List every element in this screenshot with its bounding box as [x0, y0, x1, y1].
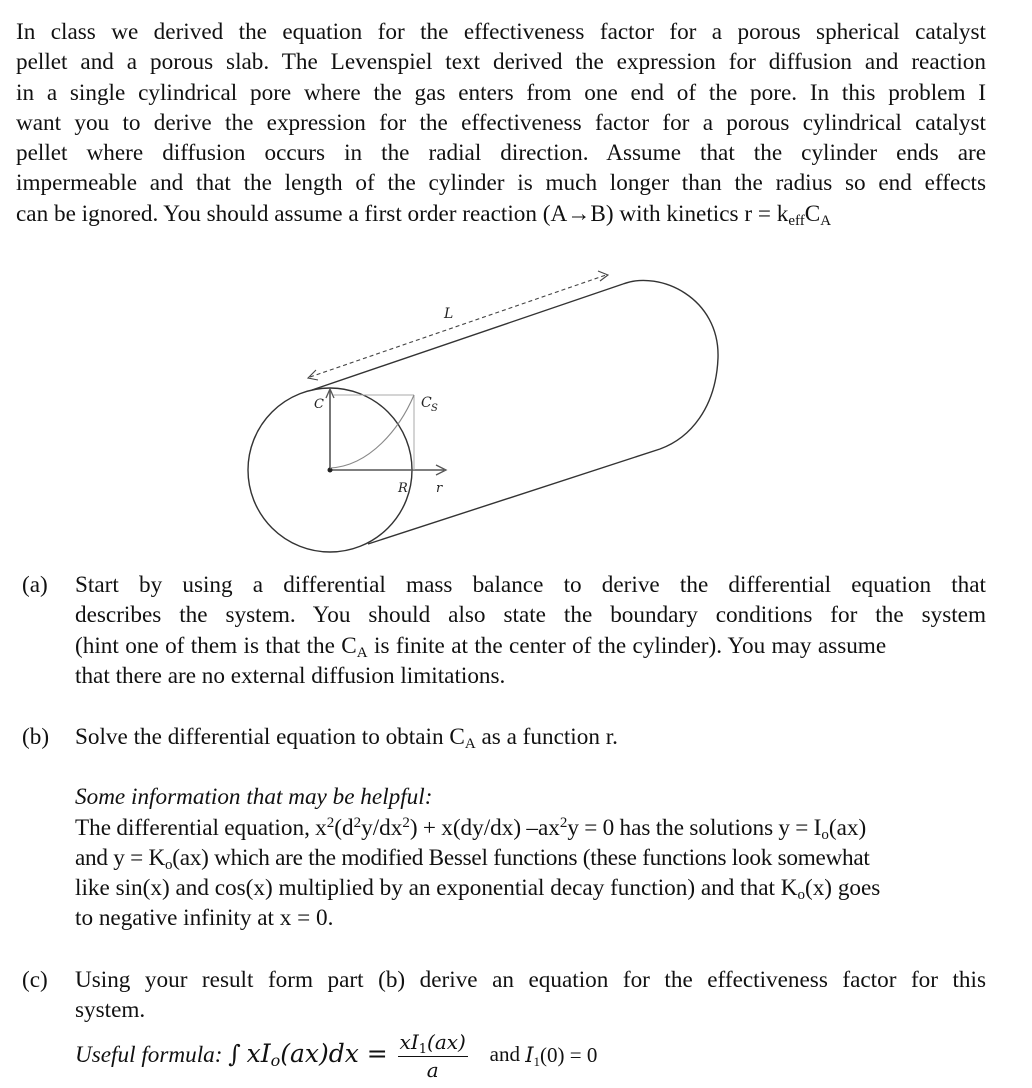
text: y = 0 has the solutions y = I: [567, 814, 822, 841]
condition-subscript: 1: [533, 1053, 540, 1069]
text: (ax): [828, 814, 867, 841]
label-L: L: [444, 306, 454, 322]
length-dimension-line: [310, 275, 606, 377]
label-r: r: [436, 481, 443, 496]
part-c-body: [75, 965, 986, 1083]
part-c-label: (c): [22, 967, 48, 993]
intro-line: In class we derived the equation for the effectiveness factor for a porous spherical catalyst: [16, 19, 986, 45]
superscript: 2: [402, 814, 410, 831]
spacer: [75, 752, 986, 782]
text: like sin(x) and cos(x) multiplied by an exponential decay function) and that K: [75, 875, 798, 902]
part-c-line: system.: [75, 997, 146, 1024]
intro-line: pellet and a porous slab. The Levenspiel text derived the expression for diffusion and reaction: [16, 49, 986, 76]
subscript: o: [821, 826, 829, 843]
subscript: o: [797, 887, 805, 904]
helpful-line-4: to negative infinity at x = 0.: [75, 905, 334, 932]
label-Cs-subscript: S: [431, 403, 438, 414]
k-eff-subscript: eff: [788, 212, 805, 229]
helpful-heading: Some information that may be helpful:: [75, 784, 433, 811]
condition: I: [525, 1042, 534, 1067]
intro-line: want you to derive the expression for the effectiveness factor for a porous cylindrical catalyst: [16, 109, 986, 136]
subscript: 1: [418, 1041, 428, 1057]
part-b-body: [75, 722, 986, 934]
integrand-subscript: o: [270, 1050, 281, 1070]
intro-line-tail: B) with kinetics r = k: [590, 200, 789, 227]
condition-tail: (0) = 0: [540, 1042, 598, 1067]
part-a-line: Start by using a differential mass balance to derive the differential equation that: [75, 572, 986, 598]
part-a-body: [75, 570, 986, 691]
label-R: R: [398, 481, 408, 496]
integrand: xI: [246, 1038, 271, 1068]
useful-formula: [75, 1030, 986, 1083]
text: (ax): [427, 1029, 466, 1054]
text: ) + x(dy/dx) –ax: [409, 814, 560, 841]
problem-intro: [16, 17, 986, 229]
label-C: C: [314, 397, 324, 412]
cylinder-back-end: [623, 280, 718, 449]
part-b-text-tail: as a function r.: [475, 724, 618, 750]
length-arrow-left-icon: [308, 370, 318, 380]
part-a-line: that there are no external diffusion limitations.: [75, 662, 506, 689]
intro-line-last: [16, 199, 986, 229]
subscript-A: A: [356, 644, 368, 661]
helpful-line-2: [75, 843, 986, 873]
helpful-line-1: [75, 813, 986, 843]
concentration-symbol: C: [804, 200, 821, 227]
integral-sign-icon: ∫: [228, 1039, 241, 1068]
part-a-line-text: (hint one of them is that the C: [75, 632, 357, 659]
intro-line: pellet where diffusion occurs in the radial direction. Assume that the cylinder ends are: [16, 140, 986, 167]
label-Cs: C: [421, 395, 432, 411]
part-b-text: Solve the differential equation to obtain C: [75, 724, 465, 750]
superscript: 2: [559, 814, 568, 831]
subscript: o: [165, 856, 173, 873]
helpful-line-3: [75, 873, 986, 903]
text: (d: [334, 814, 354, 841]
and-text: and: [489, 1042, 526, 1067]
text: y/dx: [361, 814, 403, 841]
part-a-label: (a): [22, 572, 48, 598]
reaction-arrow-icon: →: [567, 200, 591, 227]
superscript: 2: [353, 814, 362, 831]
part-a-line-tail: is finite at the center of the cylinder). You may assume: [367, 632, 887, 659]
fraction: [398, 1030, 468, 1083]
concentration-subscript: A: [820, 212, 832, 229]
subscript-A: A: [464, 736, 476, 752]
intro-line-text: can be ignored. You should assume a first order reaction (A: [16, 200, 568, 227]
text: and y = K: [75, 844, 166, 871]
integrand-tail: (ax)dx =: [280, 1038, 388, 1068]
formula-label: Useful formula:: [75, 1041, 229, 1068]
cylinder-pellet-diagram: [240, 258, 740, 558]
fraction-numerator: [398, 1030, 468, 1057]
intro-line: in a single cylindrical pore where the gas enters from one end of the pore. In this problem I: [16, 79, 986, 106]
part-b-question: [75, 722, 986, 752]
concentration-profile-curve: [330, 395, 414, 468]
part-b-label: (b): [22, 724, 50, 750]
text: (ax) which are the modified Bessel functions (these functions look somewhat: [172, 844, 870, 871]
superscript: 2: [326, 814, 335, 831]
intro-line: impermeable and that the length of the cylinder is much longer than the radius so end effects: [16, 170, 986, 197]
cylinder-diagram-svg: [240, 258, 740, 558]
text: (x) goes: [804, 875, 881, 902]
text: The differential equation, x: [75, 814, 327, 841]
cylinder-top-edge: [312, 284, 623, 390]
fraction-denominator: a: [426, 1057, 439, 1082]
text: xI: [399, 1029, 419, 1054]
part-c-line: Using your result form part (b) derive an equation for the effectiveness factor for this: [75, 967, 986, 993]
part-a-line: describes the system. You should also state the boundary conditions for the system: [75, 602, 986, 629]
part-a-line: [75, 631, 986, 661]
